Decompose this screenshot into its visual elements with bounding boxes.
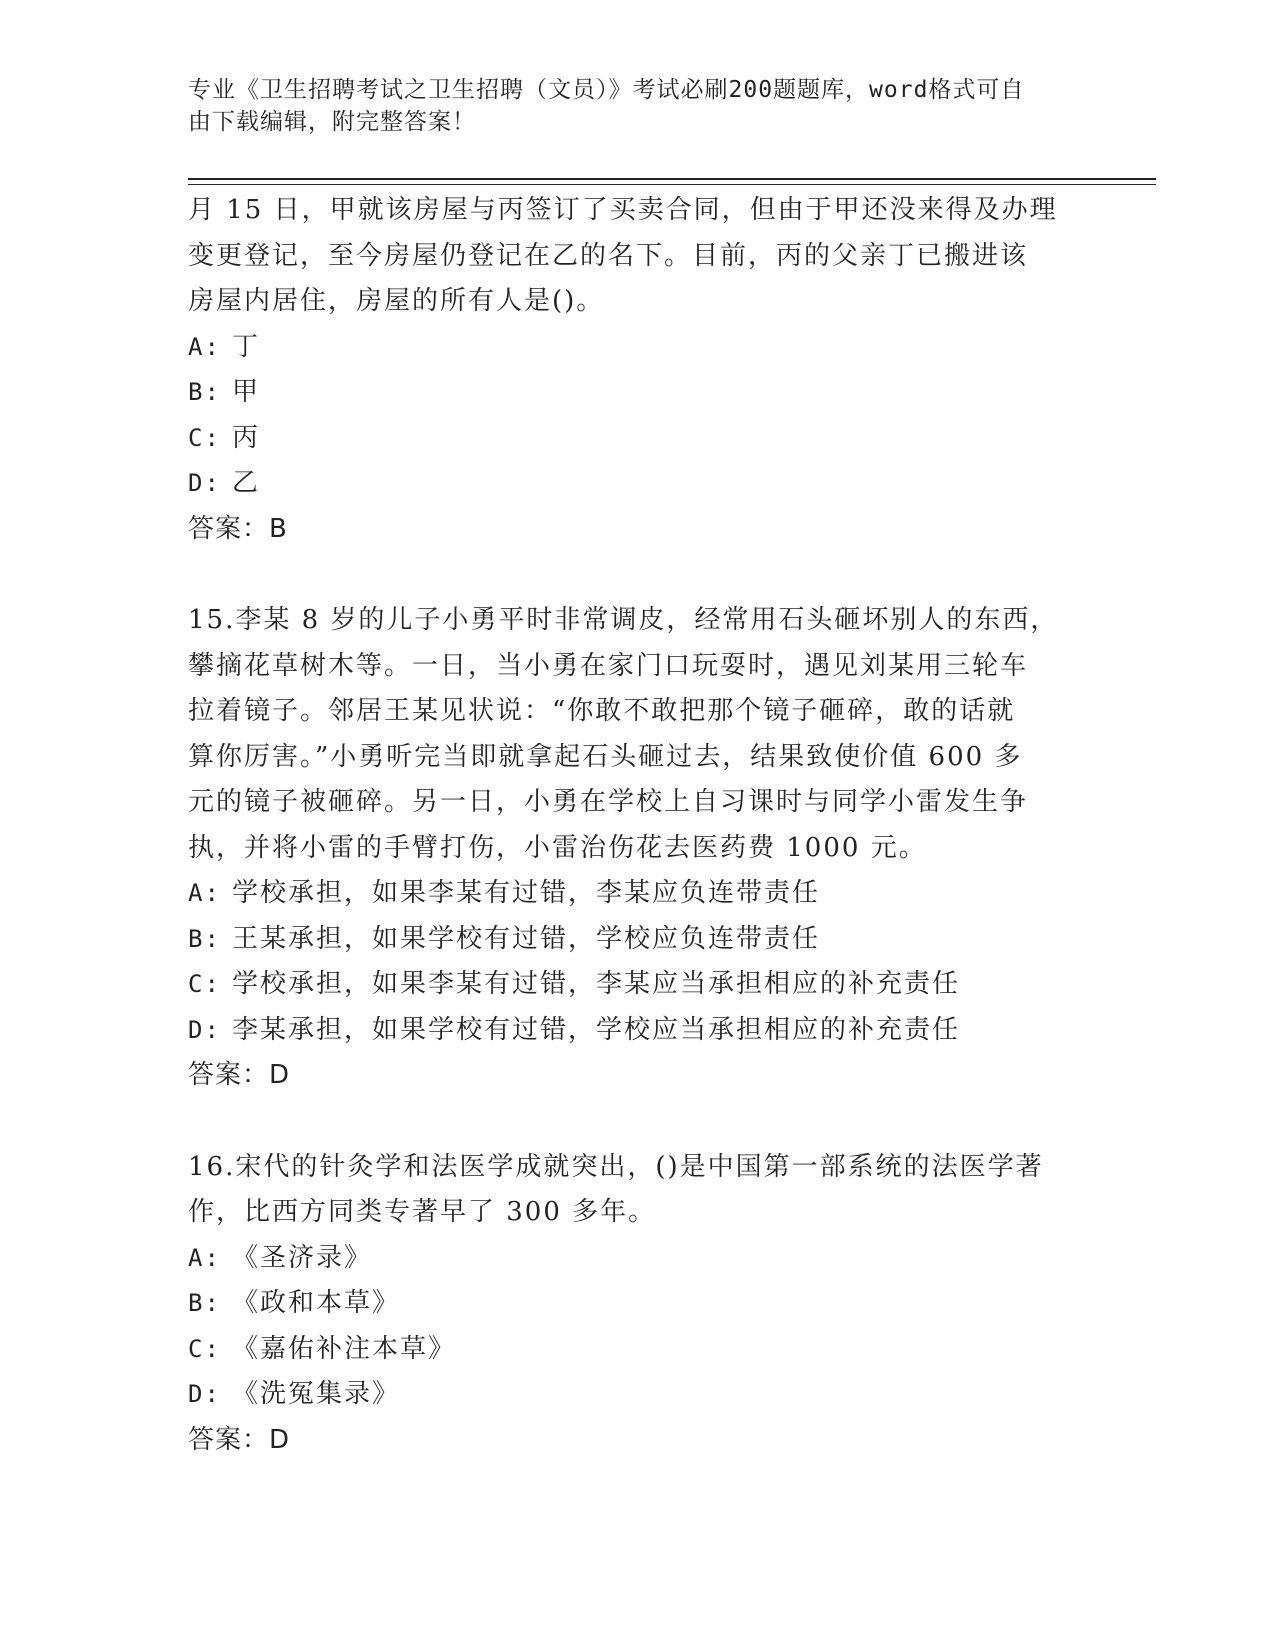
question-block <box>188 1145 1088 1464</box>
question-block <box>188 598 1088 1099</box>
question-stem-line: 执，并将小雷的手臂打伤，小雷治伤花去医药费 1000 元。 <box>188 832 927 863</box>
question-stem-line: 变更登记，至今房屋仍登记在乙的名下。目前，丙的父亲丁已搬进该 <box>188 240 1029 271</box>
question-stem-line: 15.李某 8 岁的儿子小勇平时非常调皮，经常用石头砸坏别人的东西， <box>188 605 1059 635</box>
header-rule-thin <box>188 184 1156 185</box>
question-stem-line: 攀摘花草树木等。一日，当小勇在家门口玩耍时，遇见刘某用三轮车 <box>188 650 1029 681</box>
option-b: B: 甲 <box>188 377 261 407</box>
question-stem-line: 月 15 日，甲就该房屋与丙签订了买卖合同，但由于甲还没来得及办理 <box>188 195 1058 225</box>
answer-line: 答案：D <box>188 1060 291 1090</box>
question-stem-line: 房屋内居住，房屋的所有人是()。 <box>188 286 605 316</box>
option-a: A: 丁 <box>188 331 261 362</box>
question-stem-line: 拉着镜子。邻居王某见状说：“你敢不敢把那个镜子砸碎，敢的话就 <box>188 696 1016 726</box>
answer-line: 答案：B <box>188 513 288 544</box>
option-d: D: 李某承担，如果学校有过错，学校应当承担相应的补充责任 <box>188 1014 961 1045</box>
question-stem-line: 算你厉害。”小勇听完当即就拿起石头砸过去，结果致使价值 600 多 <box>188 741 1023 772</box>
question-list <box>188 188 1088 1463</box>
header-rule-thick <box>188 178 1156 180</box>
header-line-2: 由下载编辑，附完整答案！ <box>188 109 476 135</box>
option-b: B: 王某承担，如果学校有过错，学校应负连带责任 <box>188 923 821 954</box>
option-a: A: 《圣济录》 <box>188 1242 373 1273</box>
question-stem-line: 16.宋代的针灸学和法医学成就突出，()是中国第一部系统的法医学著 <box>188 1151 1044 1182</box>
answer-line: 答案：D <box>188 1424 291 1455</box>
question-stem-line: 作，比西方同类专著早了 300 多年。 <box>188 1197 657 1227</box>
option-c: C: 《嘉佑补注本草》 <box>188 1333 457 1364</box>
question-block <box>188 188 1088 552</box>
document-header <box>188 74 1068 138</box>
option-a: A: 学校承担，如果李某有过错，李某应负连带责任 <box>188 878 821 908</box>
header-line-1: 专业《卫生招聘考试之卫生招聘（文员）》考试必刷200题题库，word格式可自 <box>188 77 1025 103</box>
option-d: D: 乙 <box>188 468 261 498</box>
option-c: C: 丙 <box>188 422 261 453</box>
option-c: C: 学校承担，如果李某有过错，李某应当承担相应的补充责任 <box>188 969 961 999</box>
question-stem-line: 元的镜子被砸碎。另一日，小勇在学校上自习课时与同学小雷发生争 <box>188 787 1029 817</box>
option-b: B: 《政和本草》 <box>188 1288 401 1318</box>
option-d: D: 《洗冤集录》 <box>188 1379 401 1409</box>
